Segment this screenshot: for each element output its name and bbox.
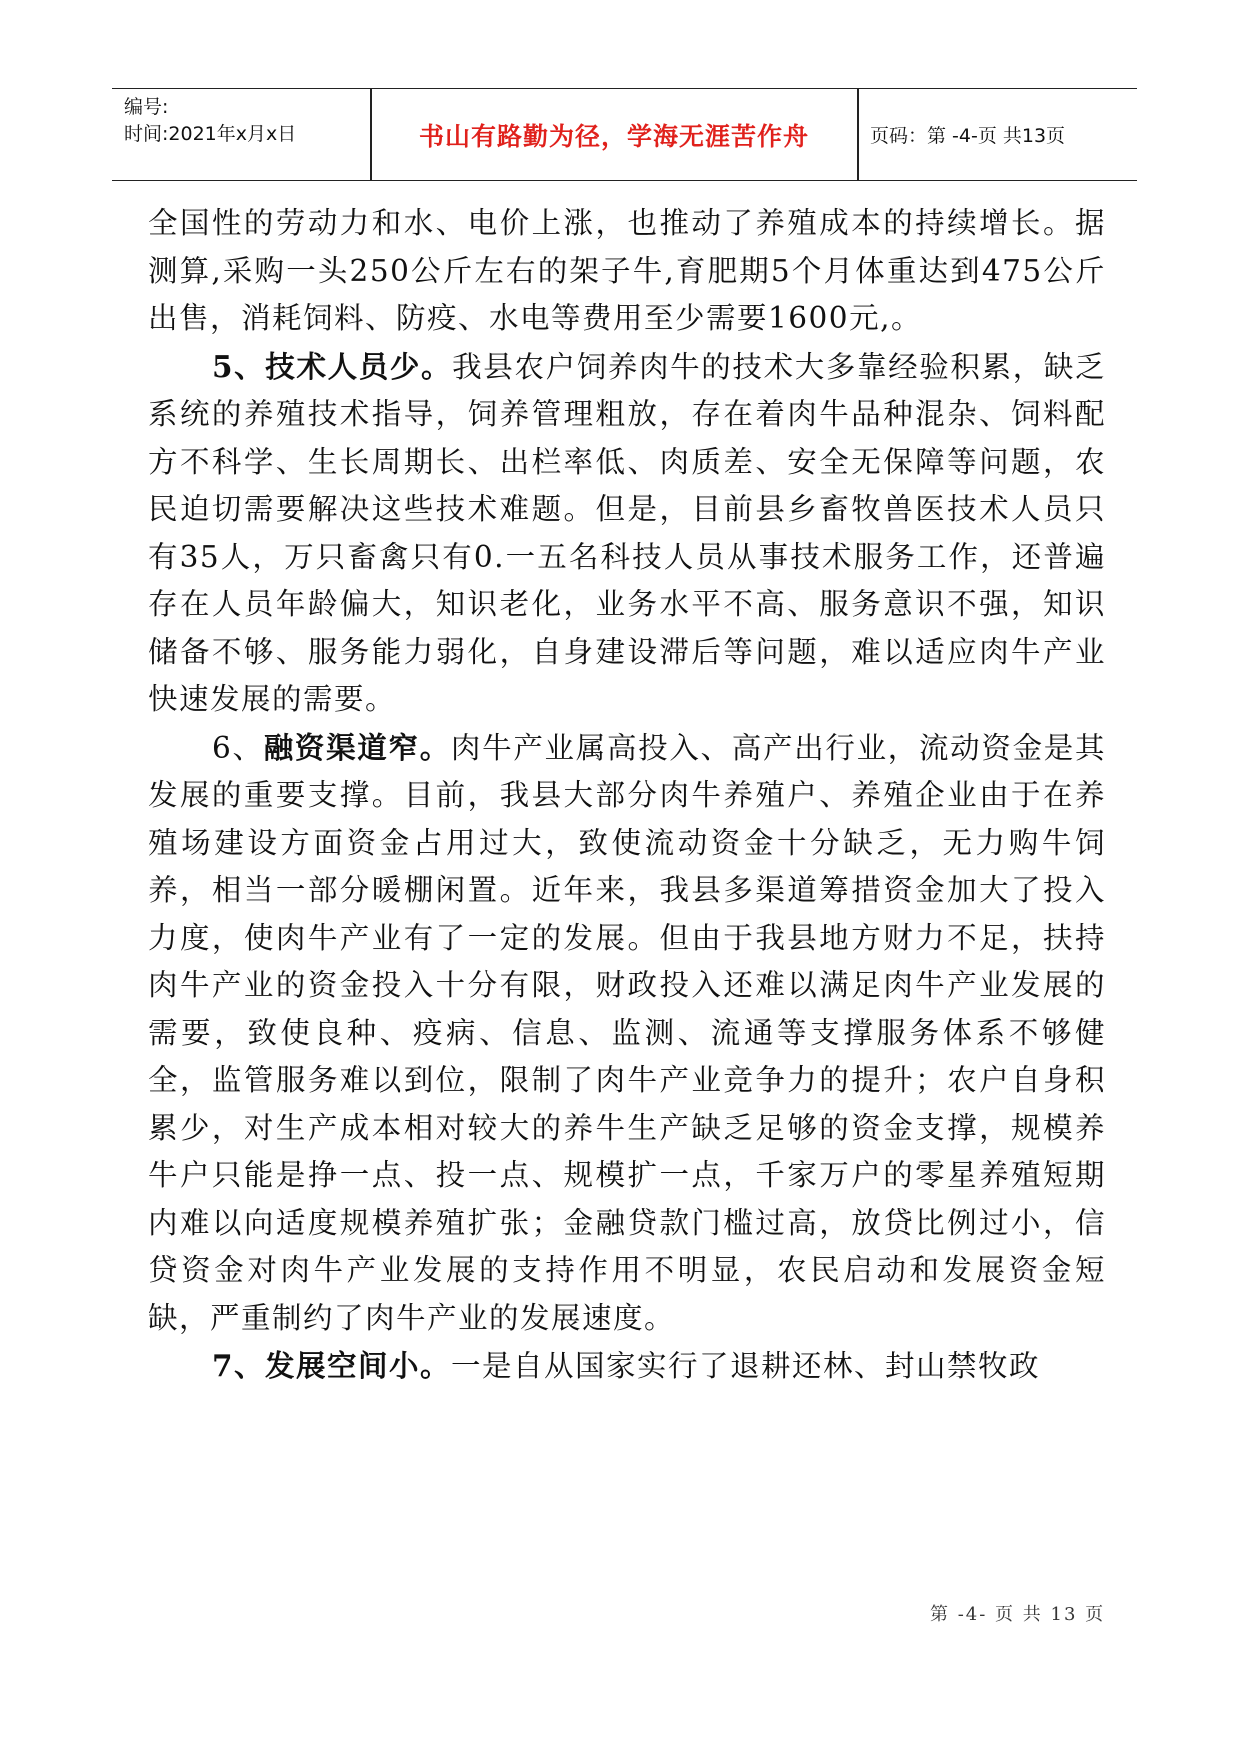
paragraph-text: 肉牛产业属高投入、高产出行业，流动资金是其发展的重要支撑。目前，我县大部分肉牛养殖户、养殖企业由于在养殖场建设方面资金占用过大，致使流动资金十分缺乏，无力购牛饲养，相当一部分暖棚闲置。近年来，我县多渠道筹措资金加大了投入力度，使肉牛产业有了一定的发展。但由于我县地方财力不足，扶持肉牛产业的资金投入十分有限，财政投入还难以满足肉牛产业发展的需要，致使良种、疫病、信息、监测、流通等支撑服务体系不够健全，监管服务难以到位，限制了肉牛产业竞争力的提升；农户自身积累少，对生产成本相对较大的养牛生产缺乏足够的资金支撑，规模养牛户只能是挣一点、投一点、规模扩一点，千家万户的零星养殖短期内难以向适度规模养殖扩张；金融贷款门槛过高，放贷比例过小，信贷资金对肉牛产业发展的支持作用不明显，农民启动和发展资金短缺，严重制约了肉牛产业的发展速度。 <box>148 730 1106 1335</box>
header-page-number: 页码：第 -4-页 共13页 <box>870 125 1066 147</box>
page-footer: 第 -4- 页 共 13 页 <box>930 1604 1106 1625</box>
paragraph <box>148 724 1106 1343</box>
header-meta <box>124 94 374 148</box>
section-heading: 5、技术人员少。 <box>212 348 453 384</box>
paragraph-text: 一是自从国家实行了退耕还林、封山禁牧政 <box>451 1349 1041 1383</box>
section-number: 6、 <box>212 730 264 765</box>
paragraph <box>148 1342 1106 1391</box>
paragraph <box>148 343 1106 724</box>
document-date-label: 时间:2021年x月x日 <box>124 123 297 145</box>
header-divider <box>857 89 859 180</box>
document-body <box>148 200 1106 1391</box>
paragraph-text: 我县农户饲养肉牛的技术大多靠经验积累，缺乏系统的养殖技术指导，饲养管理粗放，存在着肉牛品种混杂、饲料配方不科学、生长周期长、出栏率低、肉质差、安全无保障等问题，农民迫切需要解决这些技术难题。但是，目前县乡畜牧兽医技术人员只有35人，万只畜禽只有0.一五名科技人员从事技术服务工作，还普遍存在人员年龄偏大，知识老化，业务水平不高、服务意识不强，知识储备不够、服务能力弱化，自身建设滞后等问题，难以适应肉牛产业快速发展的需要。 <box>148 349 1106 716</box>
header-motto: 书山有路勤为径，学海无涯苦作舟 <box>418 121 809 151</box>
section-heading: 7、发展空间小。 <box>212 1348 452 1383</box>
paragraph-text: 全国性的劳动力和水、电价上涨，也推动了养殖成本的持续增长。据测算,采购一头250公斤左右的架子牛,育肥期5个月体重达到475公斤出售，消耗饲料、防疫、水电等费用至少需要1600元,。 <box>148 206 1106 335</box>
document-number-label: 编号: <box>124 96 169 118</box>
section-heading: 融资渠道窄。 <box>263 729 451 765</box>
paragraph <box>148 200 1106 343</box>
page-header <box>112 88 1137 181</box>
